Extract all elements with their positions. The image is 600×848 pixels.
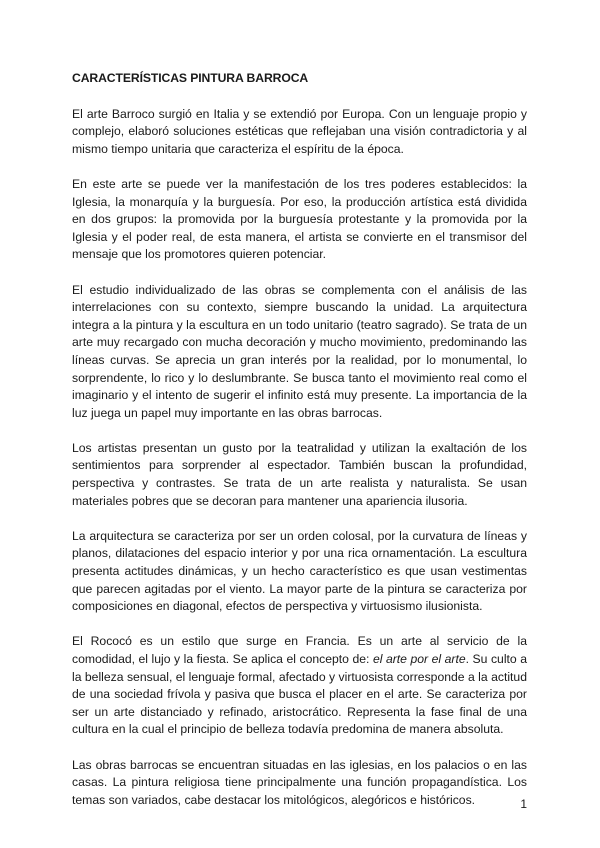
paragraph-rococo [72,633,527,739]
paragraph-artists: Los artistas presentan un gusto por la teatralidad y utilizan la exaltación de los sentimientos para sorprender al espectador. También buscan la profundidad, perspectiva y contrastes. Se trata de un arte realista y naturalista. Se usan materiales pobres que se decoran para mantener una apariencia ilusoria. [72,440,527,508]
paragraph-locations: Las obras barrocas se encuentran situadas en las iglesias, en los palacios o en las casas. La pintura religiosa tiene principalmente una función propagandística. Los temas son variados, cabe destacar los mitológicos, alegóricos e históricos. [72,757,527,807]
rococo-text-end: . Su culto a la belleza sensual, el lenguaje formal, afectado y virtuosista corresponde a la actitud de una sociedad frívola y pasiva que busca el placer en el arte. Se caracteriza por ser un arte distanciado y refinado, aristocrático. Representa la fase final de una cultura en la cual el principio de belleza todavía predomina de manera absoluta. [72,652,527,737]
document-page [72,70,527,827]
paragraph-architecture: La arquitectura se caracteriza por ser un orden colosal, por la curvatura de líneas y planos, dilataciones del espacio interior y por una rica ornamentación. La escultura presenta actitudes dinámicas, y un hecho característico es que usan vestimentas que parecen agitadas por el viento. La mayor parte de la pintura se caracteriza por composiciones en diagonal, efectos de perspectiva y virtuosismo ilusionista. [72,528,527,614]
paragraph-powers: En este arte se puede ver la manifestación de los tres poderes establecidos: la Iglesia, la monarquía y la burguesía. Por eso, la producción artística está dividida en dos grupos: la promovida por la burguesía protestante y la promovida por la Iglesia y el poder real, de esta manera, el artista se convierte en el transmisor del mensaje que los promotores quieren potenciar. [72,176,527,262]
rococo-text-start: El Rococó es un estilo que surge en Francia. Es un arte al servicio de la comodidad, el lujo y la fiesta. Se aplica el concepto de: [72,634,527,666]
rococo-italic-phrase: el arte por el arte [372,652,466,666]
page-number: 1 [520,797,527,811]
document-title: CARACTERÍSTICAS PINTURA BARROCA [72,71,309,85]
paragraph-study: El estudio individualizado de las obras se complementa con el análisis de las interrelaciones con su contexto, siempre buscando la unidad. La arquitectura integra a la pintura y la escultura en un todo unitario (teatro sagrado). Se trata de un arte muy recargado con mucha decoración y mucho movimiento, predominando las líneas curvas. Se aprecia un gran interés por la realidad, por lo monumental, lo sorprendente, lo rico y lo deslumbrante. Se busca tanto el movimiento real como el imaginario y el intento de sugerir el infinito está muy presente. La importancia de la luz juega un papel muy importante en las obras barrocas. [72,282,527,420]
paragraph-origin: El arte Barroco surgió en Italia y se extendió por Europa. Con un lenguaje propio y complejo, elaboró soluciones estéticas que reflejaban una visión contradictoria y al mismo tiempo unitaria que caracteriza el espíritu de la época. [72,106,527,156]
